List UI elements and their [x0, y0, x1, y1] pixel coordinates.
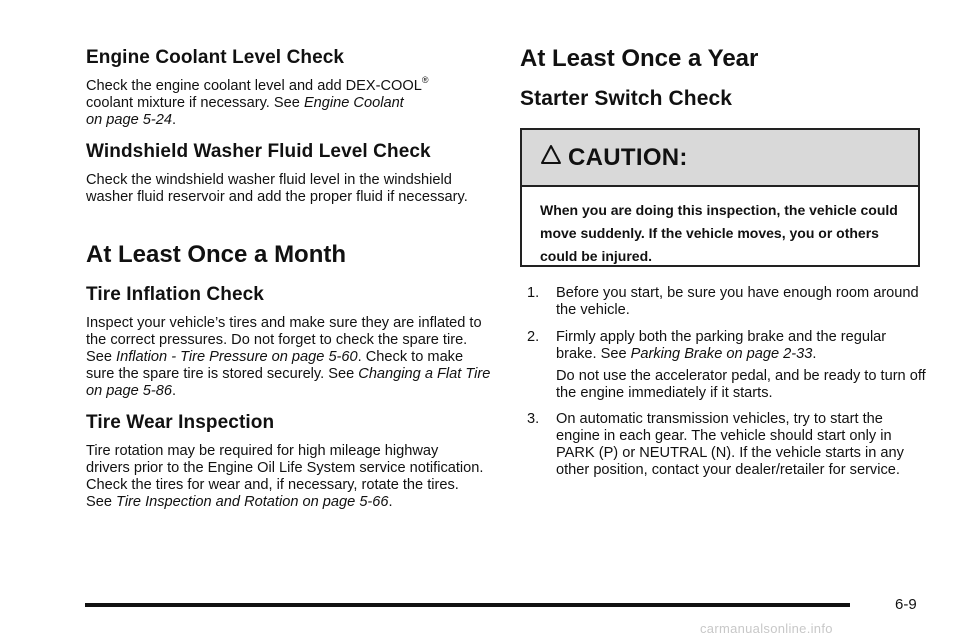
step-number: 1.: [527, 285, 540, 301]
watermark: carmanualsonline.info: [700, 621, 833, 636]
caution-box: [520, 128, 920, 267]
year-heading: At Least Once a Year: [520, 45, 759, 72]
footer-rule: [85, 603, 850, 607]
inflation-link[interactable]: Inflation - Tire Pressure on page 5-60: [116, 349, 358, 365]
registered-mark: ®: [421, 75, 429, 86]
tire-wear-paragraph: Tire rotation may be required for high mileage highway drivers prior to the Engine Oil Life System service notification. Check the tires for wear and, if necessary, rotate the tires. See Tire Inspection and Rotation on page 5-66.: [86, 443, 484, 510]
coolant-text-1: Check the engine coolant level and add DEX-COOL: [86, 78, 422, 94]
tire-inflation-paragraph: Inspect your vehicle’s tires and make sure they are inflated to the correct pressures. Do not forget to check the spare tire. See Inflation - Tire Pressure on page 5-60. Check to make sure the spare tire is stored securely. See Changing a Flat Tire on page 5-86.: [86, 315, 491, 399]
page-number: 6-9: [895, 596, 917, 613]
month-heading: At Least Once a Month: [86, 241, 347, 268]
washer-heading: Windshield Washer Fluid Level Check: [86, 141, 431, 162]
caution-warning-icon: [540, 144, 562, 171]
coolant-paragraph: Check the engine coolant level and add DEX-COOL® coolant mixture if necessary. See Engine Coolant on page 5-24.: [86, 75, 429, 128]
step-number: 2.: [527, 329, 540, 345]
coolant-text-2: coolant mixture if necessary. See: [86, 95, 300, 111]
caution-header: [522, 130, 918, 187]
step-text: Firmly apply both the parking brake and the regular brake. See Parking Brake on page 2-33.: [556, 329, 887, 362]
parking-brake-link[interactable]: Parking Brake on page 2-33: [630, 346, 813, 362]
coolant-heading: Engine Coolant Level Check: [86, 47, 345, 68]
step-note-text: Do not use the accelerator pedal, and be ready to turn off the engine immediately if it starts.: [556, 368, 926, 401]
flat-tire-link[interactable]: Changing a Flat Tire on page 5-86: [86, 366, 491, 399]
starter-heading: Starter Switch Check: [520, 87, 733, 110]
tire-inflation-heading: Tire Inflation Check: [86, 284, 264, 305]
step-text: Before you start, be sure you have enough room around the vehicle.: [556, 285, 919, 318]
coolant-link[interactable]: Engine Coolant on page 5-24: [86, 95, 404, 128]
rotation-link[interactable]: Tire Inspection and Rotation on page 5-66: [116, 494, 389, 510]
caution-title: CAUTION:: [568, 143, 688, 171]
step-number: 3.: [527, 411, 540, 427]
step-text: On automatic transmission vehicles, try to start the engine in each gear. The vehicle should start only in PARK (P) or NEUTRAL (N). If the vehicle starts in any other position, contact your dealer/retailer for service.: [556, 411, 904, 478]
washer-paragraph: Check the windshield washer fluid level in the windshield washer fluid reservoir and add the proper fluid if necessary.: [86, 172, 468, 205]
caution-text: When you are doing this inspection, the vehicle could move suddenly. If the vehicle moves, you or others could be injured.: [540, 202, 898, 264]
tire-wear-heading: Tire Wear Inspection: [86, 412, 275, 433]
